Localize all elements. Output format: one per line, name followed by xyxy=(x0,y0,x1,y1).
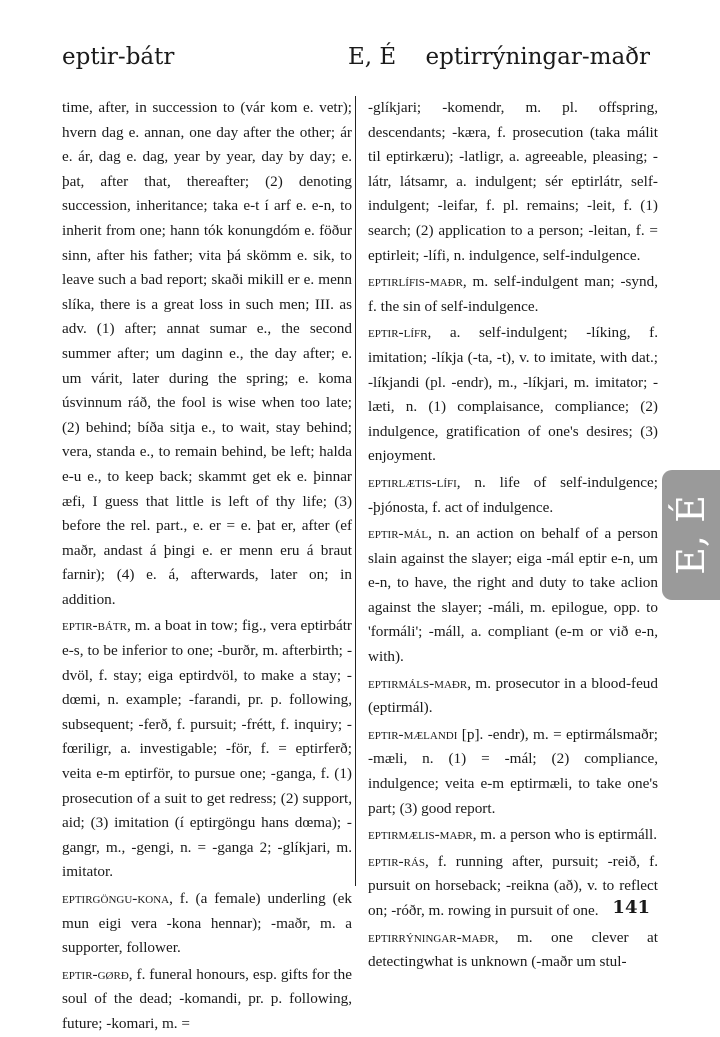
entry-headword: eptirrýningar-maðr xyxy=(368,928,495,946)
entry-headword: eptirlífis-maðr xyxy=(368,273,463,291)
entry-text: , f. running after, pursuit; -reið, f. pursuit on horseback; -reikna (að), v. to reflect on; -róðr, m. rowing in pursuit of one. xyxy=(368,852,658,919)
entry-text: , n. life of self-indulgence; -þjónosta, f. act of indulgence. xyxy=(368,473,658,516)
dictionary-entry xyxy=(62,614,352,885)
dictionary-entry xyxy=(62,887,352,961)
entry-text: , m. a boat in tow; fig., vera eptirbátr e-s, to be inferior to one; -burðr, m. afterbirth; -dvöl, f. stay; eiga eptirdvöl, to make a stay; -dœmi, n. example; -farandi, pr. p. following, subsequent; -ferð, f. pursuit; -frétt, f. inquiry; -fœriligr, a. investigable; -för, f. = eptirferð; veita e-m eptirför, to pursue one; -ganga, f. (1) prosecution of a suit to get redress; (2) support, aid; (3) imitation (í eptirgöngu hans dœma); -gangr, m., -gengi, n. = -ganga 2; -glíkjari, m. imitator. xyxy=(62,617,352,881)
running-head-left: eptir-bátr xyxy=(62,44,175,70)
dictionary-column-left xyxy=(62,96,352,1037)
dictionary-entry xyxy=(62,963,352,1037)
entry-text: , f. (a female) underling (ek mun eigi vera -kona hennar); -maðr, m. a supporter, follower. xyxy=(62,890,352,957)
thumb-index-tab xyxy=(662,470,720,600)
entry-headword: eptirmælis-maðr xyxy=(368,826,473,844)
entry-text: , m. prosecutor in a blood-feud (eptirmál). xyxy=(368,674,658,717)
entry-text: , m. self-indulgent man; -synd, f. the sin of self-indulgence. xyxy=(368,273,658,315)
dictionary-entry xyxy=(368,321,658,469)
entry-headword: eptir-mælandi xyxy=(368,725,458,743)
dictionary-entry xyxy=(368,723,658,821)
entry-text: , n. an action on behalf of a person slain against the slayer; eiga -mál eptir e-n, um e-n, to have, the right and duty to take aclion against the slayer; -máli, m. epilogue, opp. to 'formáli'; -máll, a. compliant (e-m or við e-n, with). xyxy=(368,525,658,666)
dictionary-column-right xyxy=(368,96,658,975)
running-head-right: eptirrýningar-maðr xyxy=(425,44,650,70)
entry-text: , a. self-indulgent; -líking, f. imitation; -líkja (-ta, -t), v. to imitate, with dat.; -líkjandi (pl. -endr), m., -líkjari, m. imitator; -læti, n. (1) complaisance, compliance; (2) indulgence, gratification of one's desires; (3) enjoyment. xyxy=(368,324,658,465)
dictionary-entry xyxy=(368,471,658,520)
dictionary-entry xyxy=(368,672,658,721)
entry-headword: eptirgöngu-kona xyxy=(62,890,170,907)
entry-headword: eptirlætis-lífi xyxy=(368,473,457,491)
page-number: 141 xyxy=(612,897,650,918)
entry-text: , f. funeral honours, esp. gifts for the soul of the dead; -komandi, pr. p. following, future; -komari, m. = xyxy=(62,965,352,1032)
entry-text: [p]. -endr), m. = eptirmálsmaðr; -mæli, n. (1) = -mál; (2) compliance, indulgence; veita e-m eptirmæli, to take one's part; (3) good report. xyxy=(368,725,658,817)
dictionary-entry xyxy=(368,96,658,268)
dictionary-entry xyxy=(368,522,658,670)
dictionary-entry xyxy=(368,270,658,319)
entry-headword: eptir-gørð xyxy=(62,965,129,983)
entry-text: , m. one clever at detectingwhat is unknown (-maðr um stul- xyxy=(368,928,658,971)
entry-headword: eptir-mál xyxy=(368,525,429,543)
entry-text: , m. a person who is eptirmáll. xyxy=(472,826,658,844)
running-head-center: E, É xyxy=(348,44,397,70)
column-divider xyxy=(355,96,356,886)
entry-headword: eptir-bátr xyxy=(62,617,127,635)
dictionary-entry xyxy=(368,823,658,848)
entry-headword: eptir-lífr xyxy=(368,324,428,342)
entry-text: -glíkjari; -komendr, m. pl. offspring, descendants; -kæra, f. prosecution (taka málit til eptirkæru); -latligr, a. agreeable, pleasing; -látr, látsamr, a. indulgent; sér eptirlátr, self-indulgent; -leifar, f. pl. remains; -leit, f. (1) search; (2) application to a person; -leitan, f. = eptirleit; -lífi, n. indulgence, self-indulgence. xyxy=(368,99,658,264)
entry-text: time, after, in succession to (vár kom e. vetr); hvern dag e. annan, one day after the other; ár e. ár, dag e. dag, year by year, day by day; e. þat, after that, thereafter; (2) denoting succession, inheritance; taka e-t í arf e. e-n, to inherit from one; hann tók konungdóm e. föður sinn, after his father; vita þá skömm e. sik, to leave such a bad report; skaði mikill er e. menn slíka, there is a great loss in such men; III. as adv. (1) after; annat sumar e., the second summer after; um daginn e., the day after; e. um várit, later during the spring; e. koma úsvinnum ráð, the fool is wise when too late; (2) behind; bíða sitja e., to wait, stay behind; vera, standa e., to remain behind, be left; halda e-u e., to keep back; skammt get ek e. þinnar æfi, I guess that little is left of thy life; (3) before the rel. part., e. er = e. þat er, after (ef maðr, andast á þingi e. er menn eru á braut farnir); (4) e. á, afterwards, later on; in addition. xyxy=(62,99,352,608)
entry-headword: eptir-rás xyxy=(368,852,426,870)
thumb-index-label: E, É xyxy=(669,495,713,575)
dictionary-entry xyxy=(368,926,658,975)
entry-headword: eptirmáls-maðr xyxy=(368,674,468,692)
dictionary-entry xyxy=(62,96,352,612)
